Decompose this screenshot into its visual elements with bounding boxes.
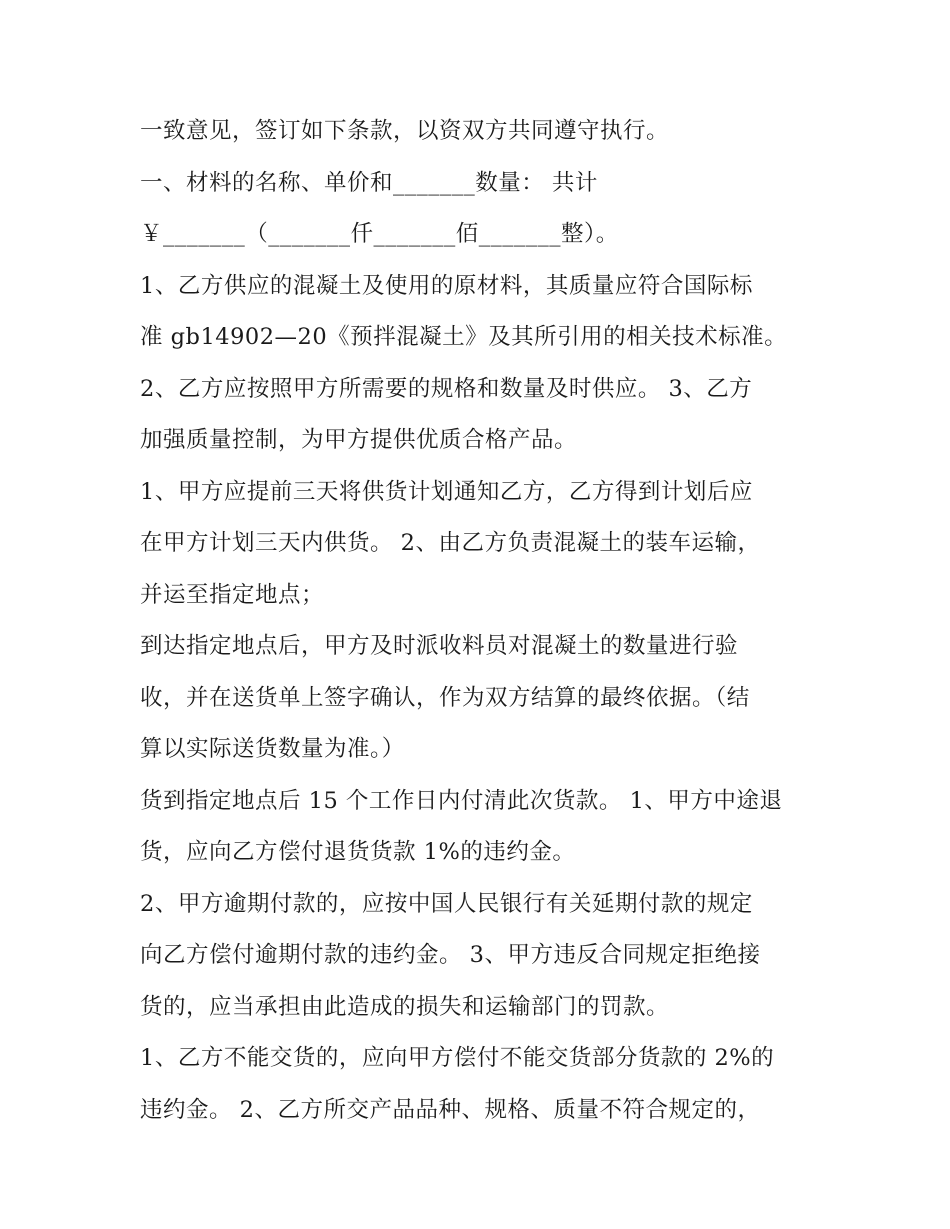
- text-line: 准 gb14902—20《预拌混凝土》及其所引用的相关技术标准。: [140, 324, 788, 350]
- document-body: [140, 106, 830, 1136]
- text-line: 一、材料的名称、单价和_______数量： 共计: [140, 169, 598, 196]
- text-line: 货的，应当承担由此造成的损失和运输部门的罚款。: [140, 993, 670, 1020]
- text-line: 并运至指定地点；: [140, 581, 325, 608]
- text-line: 1、乙方不能交货的，应向甲方偿付不能交货部分货款的 2%的: [140, 1045, 775, 1071]
- text-line: 1、甲方应提前三天将供货计划通知乙方，乙方得到计划后应: [140, 478, 753, 505]
- text-line: 货，应向乙方偿付退货货款 1%的违约金。: [140, 839, 576, 865]
- text-line: 收，并在送货单上签字确认，作为双方结算的最终依据。（结: [140, 684, 750, 711]
- text-line: 2、乙方应按照甲方所需要的规格和数量及时供应。 3、乙方: [140, 375, 753, 402]
- text-line: 1、乙方供应的混凝土及使用的原材料，其质量应符合国际标: [140, 272, 753, 299]
- text-line: ￥_______（_______仟_______佰_______整）。: [140, 221, 619, 247]
- text-line: 算以实际送货数量为准。）: [140, 736, 405, 762]
- text-line: 违约金。 2、乙方所交产品品种、规格、质量不符合规定的，: [140, 1096, 761, 1123]
- text-line: 货到指定地点后 15 个工作日内付清此次货款。 1、甲方中途退: [140, 787, 783, 814]
- text-line: 2、甲方逾期付款的，应按中国人民银行有关延期付款的规定: [140, 890, 753, 917]
- text-line: 向乙方偿付逾期付款的违约金。 3、甲方违反合同规定拒绝接: [140, 942, 761, 968]
- text-line: 加强质量控制，为甲方提供优质合格产品。: [140, 427, 578, 453]
- text-line: 到达指定地点后，甲方及时派收料员对混凝土的数量进行验: [140, 633, 739, 659]
- text-line: 在甲方计划三天内供货。 2、由乙方负责混凝土的装车运输，: [140, 530, 761, 556]
- text-line: 一致意见，签订如下条款，以资双方共同遵守执行。: [140, 118, 670, 144]
